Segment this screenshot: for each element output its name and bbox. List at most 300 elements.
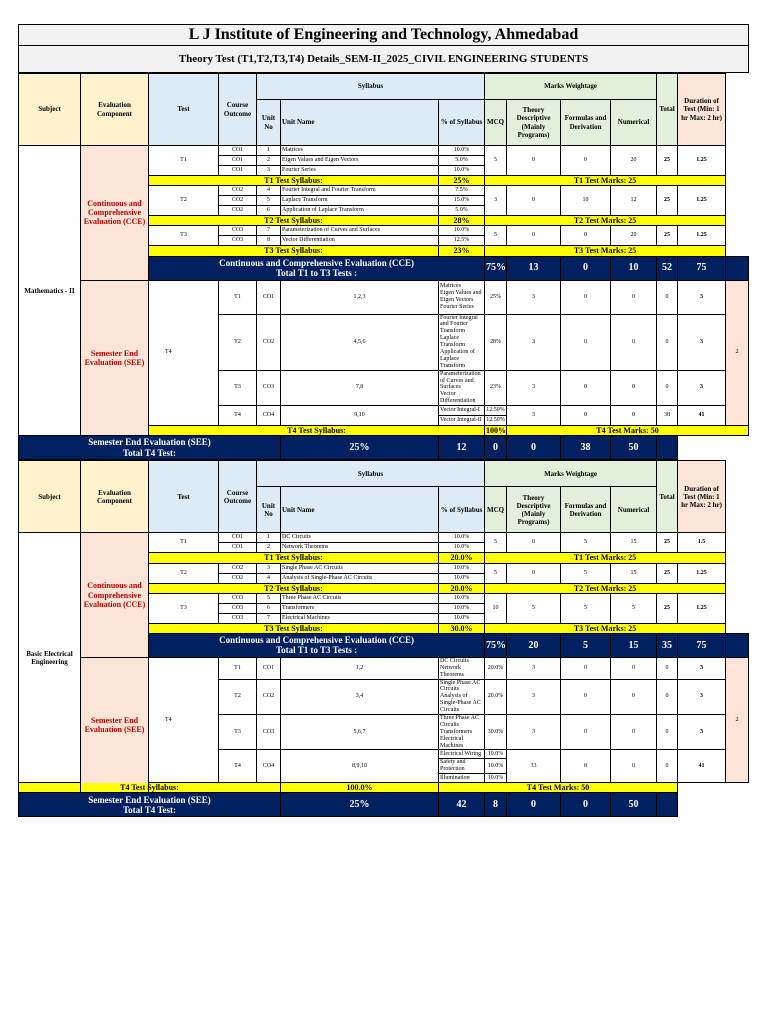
evaluation-total-marks: 50 bbox=[611, 436, 657, 460]
syllabus-percent: 7.5% bbox=[439, 186, 485, 196]
unit-no: 4,5,6 bbox=[281, 314, 439, 370]
numerical-marks: 15 bbox=[611, 563, 657, 583]
duration: 1.25 bbox=[678, 563, 726, 583]
evaluation-total-row bbox=[19, 436, 749, 460]
syllabus-percent: 15.0% bbox=[439, 196, 485, 206]
course-outcome: CO1 bbox=[219, 146, 257, 156]
subject-header: Subject bbox=[19, 461, 81, 533]
numerical-header: Numerical bbox=[611, 487, 657, 533]
theory-marks: 0 bbox=[507, 563, 561, 583]
total-marks: 25 bbox=[657, 533, 678, 553]
numerical-marks: 0 bbox=[657, 715, 678, 750]
mcq-marks: 5 bbox=[485, 563, 507, 583]
unit-name: Laplace Transform bbox=[281, 196, 439, 206]
unit-no: 3,4 bbox=[281, 679, 439, 714]
numerical-header: Numerical bbox=[611, 100, 657, 146]
sub-test-name: T1 bbox=[234, 293, 241, 300]
syllabus-percent: 10.0% bbox=[485, 750, 507, 759]
test-syllabus-percent: 25% bbox=[439, 176, 485, 186]
formulas-marks: 0 bbox=[611, 314, 657, 370]
syllabus-percent: 10.0% bbox=[439, 166, 485, 176]
formulas-marks: 0 bbox=[611, 370, 657, 405]
syllabus-percent: 10.0% bbox=[439, 563, 485, 573]
evaluation-total-marks: 50 bbox=[611, 793, 657, 817]
mcq-marks: 5 bbox=[485, 533, 507, 553]
course-outcome: CO3 bbox=[219, 236, 257, 246]
course-outcome: CO1 bbox=[257, 657, 281, 679]
evaluation-total-numerical: 35 bbox=[657, 633, 678, 657]
theory-marks: 0 bbox=[561, 314, 611, 370]
test-name: T3 bbox=[149, 593, 219, 623]
unit-no: 4 bbox=[257, 573, 281, 583]
course-outcome: CO1 bbox=[219, 156, 257, 166]
unit-name: Fourier Integral and Fourier Transform bbox=[281, 186, 439, 196]
syllabus-percent: 5.0% bbox=[439, 156, 485, 166]
evaluation-total-formulas: 0 bbox=[507, 793, 561, 817]
cce-label: Continuous and Comprehensive Evaluation (CCE) bbox=[81, 146, 149, 281]
sheet bbox=[18, 24, 749, 817]
duration: 1.5 bbox=[678, 533, 726, 553]
numerical-marks: 0 bbox=[657, 370, 678, 405]
unit-name: Fourier Series bbox=[281, 166, 439, 176]
test-marks-label: T4 Test Marks: 50 bbox=[439, 783, 678, 793]
unit-no: 6 bbox=[257, 206, 281, 216]
syllabus-percent: 25% bbox=[485, 280, 507, 314]
total-marks: 41 bbox=[678, 406, 726, 426]
page-title: L J Institute of Engineering and Technology, Ahmedabad bbox=[18, 24, 749, 46]
numerical-marks: 12 bbox=[611, 186, 657, 216]
sub-test-and-co bbox=[219, 370, 257, 405]
test-marks-label: T4 Test Marks: 50 bbox=[507, 426, 749, 436]
duration: 1.25 bbox=[678, 226, 726, 246]
unit-name: Safety and Protection bbox=[439, 759, 485, 774]
evaluation-total-label: Semester End Evaluation (SEE) Total T4 Test: bbox=[19, 793, 281, 817]
duration: 1.25 bbox=[678, 146, 726, 176]
evaluation-total-blank bbox=[726, 256, 749, 280]
unit-no: 5,6,7 bbox=[281, 715, 439, 750]
course-outcome: CO3 bbox=[257, 715, 281, 750]
syllabus-percent: 10.0% bbox=[485, 774, 507, 783]
formulas-marks: 5 bbox=[561, 533, 611, 553]
unit-no: 1,2,3 bbox=[281, 280, 439, 314]
sub-test-name: T3 bbox=[234, 384, 241, 391]
numerical-marks: 0 bbox=[657, 280, 678, 314]
unit-name: Vector Integral-II bbox=[439, 416, 485, 426]
unit-no: 6 bbox=[257, 603, 281, 613]
evaluation-total-theory: 5 bbox=[561, 633, 611, 657]
formulas-marks: 0 bbox=[611, 715, 657, 750]
syllabus-percent: 10.0% bbox=[439, 593, 485, 603]
syllabus-percent: 10.0% bbox=[439, 146, 485, 156]
numerical-marks: 0 bbox=[657, 314, 678, 370]
numerical-marks: 20 bbox=[611, 146, 657, 176]
evaluation-total-percent: 25% bbox=[281, 793, 439, 817]
course-outcome: CO3 bbox=[257, 370, 281, 405]
sub-test-and-co bbox=[219, 679, 257, 714]
total-marks: 3 bbox=[678, 280, 726, 314]
test-syllabus-percent: 20.0% bbox=[439, 553, 485, 563]
evaluation-total-mcq: 12 bbox=[439, 436, 485, 460]
evaluation-total-theory: 8 bbox=[485, 793, 507, 817]
test-marks-label: T3 Test Marks: 25 bbox=[485, 623, 726, 633]
syllabus-percent: 12.50% bbox=[485, 406, 507, 416]
test-marks-label: T1 Test Marks: 25 bbox=[485, 176, 726, 186]
evaluation-component-header: Evaluation Component bbox=[81, 74, 149, 146]
theory-marks: 0 bbox=[507, 186, 561, 216]
course-outcome: CO2 bbox=[219, 206, 257, 216]
formulas-marks: 0 bbox=[611, 406, 657, 426]
theory-marks: 8 bbox=[561, 750, 611, 783]
total-marks: 3 bbox=[678, 657, 726, 679]
mcq-header: MCQ bbox=[485, 100, 507, 146]
evaluation-total-numerical: 0 bbox=[561, 793, 611, 817]
total-header: Total bbox=[657, 74, 678, 146]
numerical-marks: 15 bbox=[611, 533, 657, 553]
syllabus-percent: 10.0% bbox=[439, 226, 485, 236]
course-outcome: CO3 bbox=[219, 226, 257, 236]
page-subtitle: Theory Test (T1,T2,T3,T4) Details_SEM-II_2025_CIVIL ENGINEERING STUDENTS bbox=[18, 46, 749, 73]
test-name: T2 bbox=[149, 563, 219, 583]
syllabus-percent: 10.0% bbox=[439, 543, 485, 553]
formulas-marks: 0 bbox=[611, 280, 657, 314]
evaluation-total-label: Continuous and Comprehensive Evaluation (CCE) Total T1 to T3 Tests : bbox=[149, 633, 485, 657]
theory-marks: 0 bbox=[507, 533, 561, 553]
theory-marks: 0 bbox=[561, 370, 611, 405]
mcq-marks: 10 bbox=[485, 593, 507, 623]
test-name: T1 bbox=[149, 533, 219, 553]
test-syllabus-percent: 100% bbox=[486, 426, 507, 436]
syllabus-percent: 10.0% bbox=[439, 603, 485, 613]
unit-name: Parameterization of Curves and Surfaces bbox=[281, 226, 439, 236]
sub-test-and-co bbox=[219, 314, 257, 370]
formulas-marks: 0 bbox=[611, 750, 657, 783]
evaluation-total-theory: 0 bbox=[561, 256, 611, 280]
unit-no-header: Unit No bbox=[257, 100, 281, 146]
unit-names: Three Phase AC Circuits Transformers Electrical Machines bbox=[439, 715, 485, 750]
course-outcome: CO2 bbox=[257, 314, 281, 370]
evaluation-total-label: Continuous and Comprehensive Evaluation (CCE) Total T1 to T3 Tests : bbox=[149, 256, 485, 280]
tables-container bbox=[18, 73, 749, 817]
syllabus-percent: 10.0% bbox=[439, 533, 485, 543]
mcq-marks: 3 bbox=[507, 370, 561, 405]
unit-no: 1 bbox=[257, 533, 281, 543]
test-header: Test bbox=[149, 74, 219, 146]
sub-test-name: T2 bbox=[234, 693, 241, 700]
evaluation-total-row bbox=[19, 793, 749, 817]
unit-name: Single Phase AC Circuits bbox=[281, 563, 439, 573]
unit-name: Vector Differentiation bbox=[281, 236, 439, 246]
total-marks: 25 bbox=[657, 593, 678, 623]
table-row bbox=[19, 657, 749, 679]
unit-name: Electrical Machines bbox=[281, 613, 439, 623]
unit-name-header: Unit Name bbox=[281, 487, 439, 533]
unit-no: 2 bbox=[257, 543, 281, 553]
mcq-marks: 3 bbox=[507, 715, 561, 750]
formulas-header: Formulas and Derivation bbox=[561, 487, 611, 533]
total-marks: 25 bbox=[657, 186, 678, 216]
subject-name: Basic Electrical Engineering bbox=[19, 533, 81, 783]
test-syllabus-label: T3 Test Syllabus: bbox=[149, 246, 439, 256]
test-syllabus-label: T2 Test Syllabus: bbox=[149, 216, 439, 226]
syllabus-percent: 5.0% bbox=[439, 206, 485, 216]
syllabus-percent: 10.0% bbox=[439, 573, 485, 583]
sub-test-name: T4 bbox=[219, 750, 257, 783]
mathematics-table bbox=[18, 73, 749, 460]
formulas-marks: 5 bbox=[561, 563, 611, 583]
theory-marks: 0 bbox=[561, 657, 611, 679]
numerical-marks: 0 bbox=[657, 679, 678, 714]
unit-no: 4 bbox=[257, 186, 281, 196]
table-row bbox=[19, 146, 749, 156]
course-outcome: CO1 bbox=[219, 543, 257, 553]
evaluation-total-label: Semester End Evaluation (SEE) Total T4 Test: bbox=[19, 436, 281, 460]
unit-name: Matrices bbox=[281, 146, 439, 156]
formulas-marks: 10 bbox=[561, 186, 611, 216]
formulas-header: Formulas and Derivation bbox=[561, 100, 611, 146]
course-outcome: CO2 bbox=[219, 196, 257, 206]
evaluation-total-blank bbox=[726, 633, 749, 657]
formulas-marks: 0 bbox=[561, 226, 611, 246]
syllabus-header: Syllabus bbox=[257, 74, 485, 100]
course-outcome: CO2 bbox=[219, 563, 257, 573]
course-outcome: CO1 bbox=[219, 166, 257, 176]
unit-no: 5 bbox=[257, 593, 281, 603]
test-header: Test bbox=[149, 461, 219, 533]
formulas-marks: 0 bbox=[561, 146, 611, 176]
test-marks-label: T2 Test Marks: 25 bbox=[485, 216, 726, 226]
test-syllabus-label: T3 Test Syllabus: bbox=[149, 623, 439, 633]
unit-no: 3 bbox=[257, 166, 281, 176]
unit-names: Matrices Eigen Values and Eigen Vectors Fourier Series bbox=[439, 280, 485, 314]
mcq-marks: 3 bbox=[507, 406, 561, 426]
course-outcome-header: Course Outcome bbox=[219, 461, 257, 533]
mcq-marks: 3 bbox=[507, 280, 561, 314]
theory-marks: 0 bbox=[561, 679, 611, 714]
t4-test-name: T4 bbox=[149, 280, 219, 426]
test-syllabus-label: T1 Test Syllabus: bbox=[149, 176, 439, 186]
evaluation-total-mcq: 42 bbox=[439, 793, 485, 817]
course-outcome: CO2 bbox=[219, 573, 257, 583]
unit-name: Illumination bbox=[439, 774, 485, 783]
test-marks-label: T2 Test Marks: 25 bbox=[485, 583, 726, 593]
basic-electrical-table bbox=[18, 460, 749, 817]
numerical-marks: 20 bbox=[611, 226, 657, 246]
total-marks: 41 bbox=[678, 750, 726, 783]
syllabus-percent: 12.5% bbox=[439, 236, 485, 246]
total-marks: 3 bbox=[678, 314, 726, 370]
subject-header: Subject bbox=[19, 74, 81, 146]
unit-name: Electrical Wiring bbox=[439, 750, 485, 759]
duration: 1.25 bbox=[678, 186, 726, 216]
mcq-marks: 3 bbox=[485, 186, 507, 216]
unit-names: Fourier Integral and Fourier Transform Laplace Transform Application of Laplace Transform bbox=[439, 314, 485, 370]
evaluation-total-marks: 75 bbox=[678, 633, 726, 657]
theory-marks: 0 bbox=[507, 146, 561, 176]
course-outcome: CO2 bbox=[219, 186, 257, 196]
evaluation-total-mcq: 13 bbox=[507, 256, 561, 280]
course-outcome-header: Course Outcome bbox=[219, 74, 257, 146]
numerical-marks: 5 bbox=[611, 593, 657, 623]
unit-no: 1 bbox=[257, 146, 281, 156]
test-syllabus-label: T1 Test Syllabus: bbox=[149, 553, 439, 563]
course-outcome: CO3 bbox=[219, 613, 257, 623]
sub-test-and-co bbox=[219, 280, 257, 314]
test-syllabus-label: T4 Test Syllabus: bbox=[19, 783, 281, 793]
course-outcome: CO4 bbox=[257, 406, 281, 426]
test-name: T3 bbox=[149, 226, 219, 246]
test-syllabus-percent: 100.0% bbox=[281, 783, 439, 793]
evaluation-total-numerical: 52 bbox=[657, 256, 678, 280]
test-syllabus-label: T4 Test Syllabus: bbox=[149, 426, 485, 436]
total-marks: 25 bbox=[657, 146, 678, 176]
subject-name: Mathematics - II bbox=[19, 146, 81, 436]
unit-no: 2 bbox=[257, 156, 281, 166]
theory-marks: 0 bbox=[561, 406, 611, 426]
evaluation-total-mcq: 20 bbox=[507, 633, 561, 657]
total-marks: 3 bbox=[678, 679, 726, 714]
unit-no: 5 bbox=[257, 196, 281, 206]
test-marks-label: T3 Test Marks: 25 bbox=[485, 246, 726, 256]
mcq-marks: 5 bbox=[485, 146, 507, 176]
unit-name: Eigen Values and Eigen Vectors bbox=[281, 156, 439, 166]
mcq-marks: 5 bbox=[485, 226, 507, 246]
test-syllabus-percent: 28% bbox=[439, 216, 485, 226]
course-outcome: CO3 bbox=[219, 603, 257, 613]
evaluation-total-formulas: 0 bbox=[507, 436, 561, 460]
table-row bbox=[19, 280, 749, 314]
unit-name: Network Theorems bbox=[281, 543, 439, 553]
unit-name: Application of Laplace Transform bbox=[281, 206, 439, 216]
unit-name-header: Unit Name bbox=[281, 100, 439, 146]
sub-test-and-co bbox=[219, 657, 257, 679]
numerical-marks: 38 bbox=[657, 406, 678, 426]
syllabus-percent: 10.0% bbox=[439, 613, 485, 623]
theory-marks: 5 bbox=[507, 593, 561, 623]
unit-no: 1,2 bbox=[281, 657, 439, 679]
course-outcome: CO4 bbox=[257, 750, 281, 783]
unit-no: 7,8 bbox=[281, 370, 439, 405]
see-label: Semester End Evaluation (SEE) bbox=[81, 280, 149, 436]
numerical-marks: 0 bbox=[657, 657, 678, 679]
mcq-marks: 3 bbox=[507, 314, 561, 370]
unit-name: Vector Integral-I bbox=[439, 406, 485, 416]
course-outcome: CO1 bbox=[219, 533, 257, 543]
unit-names: Parameterization of Curves and Surfaces Vector Differentiation bbox=[439, 370, 485, 405]
test-syllabus-percent: 23% bbox=[439, 246, 485, 256]
course-outcome: CO1 bbox=[257, 280, 281, 314]
test-syllabus-row bbox=[19, 783, 749, 793]
syllabus-percent: 23% bbox=[485, 370, 507, 405]
evaluation-total-percent: 25% bbox=[281, 436, 439, 460]
syllabus-header: Syllabus bbox=[257, 461, 485, 487]
syllabus-percent: 12.50% bbox=[485, 416, 507, 426]
total-marks: 3 bbox=[678, 370, 726, 405]
test-name: T1 bbox=[149, 146, 219, 176]
duration: 1.25 bbox=[678, 593, 726, 623]
sub-test-name: T2 bbox=[234, 338, 241, 345]
theory-header: Theory Descriptive (Mainly Programs) bbox=[507, 487, 561, 533]
course-outcome: CO2 bbox=[257, 679, 281, 714]
unit-no: 8 bbox=[257, 236, 281, 246]
theory-marks: 0 bbox=[561, 715, 611, 750]
unit-name: Transformers bbox=[281, 603, 439, 613]
formulas-marks: 0 bbox=[611, 657, 657, 679]
unit-no: 8,9,10 bbox=[281, 750, 439, 783]
duration-header: Duration of Test (Min: 1 hr Max: 2 hr) bbox=[678, 461, 726, 533]
evaluation-total-blank bbox=[657, 793, 678, 817]
duration-header: Duration of Test (Min: 1 hr Max: 2 hr) bbox=[678, 74, 726, 146]
unit-no: 3 bbox=[257, 563, 281, 573]
t4-duration: 2 bbox=[726, 280, 749, 426]
see-label: Semester End Evaluation (SEE) bbox=[81, 657, 149, 793]
table-row bbox=[19, 533, 749, 543]
sub-test-name: T4 bbox=[219, 406, 257, 426]
syllabus-percent: 10.0% bbox=[485, 759, 507, 774]
unit-no: 9,10 bbox=[281, 406, 439, 426]
sub-test-and-co bbox=[219, 715, 257, 750]
mcq-marks: 3 bbox=[507, 657, 561, 679]
formulas-marks: 5 bbox=[561, 593, 611, 623]
evaluation-total-percent: 75% bbox=[485, 256, 507, 280]
unit-no: 7 bbox=[257, 613, 281, 623]
total-marks: 25 bbox=[657, 563, 678, 583]
evaluation-total-percent: 75% bbox=[485, 633, 507, 657]
sub-test-name: T1 bbox=[234, 664, 241, 671]
evaluation-total-formulas: 15 bbox=[611, 633, 657, 657]
theory-marks: 0 bbox=[561, 280, 611, 314]
percent-syllabus-header: % of Syllabus bbox=[439, 487, 485, 533]
numerical-marks: 0 bbox=[657, 750, 678, 783]
test-marks-label: T1 Test Marks: 25 bbox=[485, 553, 726, 563]
evaluation-total-formulas: 10 bbox=[611, 256, 657, 280]
unit-no: 7 bbox=[257, 226, 281, 236]
test-syllabus-percent: 20.0% bbox=[439, 583, 485, 593]
evaluation-component-header: Evaluation Component bbox=[81, 461, 149, 533]
marks-weightage-header: Marks Weightage bbox=[485, 461, 657, 487]
sub-test-name: T3 bbox=[234, 728, 241, 735]
evaluation-total-marks: 75 bbox=[678, 256, 726, 280]
test-syllabus-label: T2 Test Syllabus: bbox=[149, 583, 439, 593]
total-header: Total bbox=[657, 461, 678, 533]
theory-header: Theory Descriptive (Mainly Programs) bbox=[507, 100, 561, 146]
unit-name: Analysis of Single-Phase AC Circuits bbox=[281, 573, 439, 583]
unit-no-header: Unit No bbox=[257, 487, 281, 533]
marks-weightage-header: Marks Weightage bbox=[485, 74, 657, 100]
t4-test-name: T4 bbox=[149, 657, 219, 782]
test-name: T2 bbox=[149, 186, 219, 216]
percent-syllabus-header: % of Syllabus bbox=[439, 100, 485, 146]
cce-label: Continuous and Comprehensive Evaluation (CCE) bbox=[81, 533, 149, 658]
formulas-marks: 0 bbox=[611, 679, 657, 714]
unit-name: DC Circuits bbox=[281, 533, 439, 543]
syllabus-percent: 20.0% bbox=[485, 679, 507, 714]
unit-names: Single Phase AC Circuits Analysis of Single-Phase AC Circuits bbox=[439, 679, 485, 714]
unit-name: Three Phase AC Circuits bbox=[281, 593, 439, 603]
mcq-header: MCQ bbox=[485, 487, 507, 533]
mcq-marks: 3 bbox=[507, 679, 561, 714]
mcq-marks: 33 bbox=[507, 750, 561, 783]
evaluation-total-theory: 0 bbox=[485, 436, 507, 460]
t4-duration: 2 bbox=[726, 657, 749, 782]
unit-names: DC Circuits Network Theorems bbox=[439, 657, 485, 679]
theory-marks: 0 bbox=[507, 226, 561, 246]
evaluation-total-blank bbox=[657, 436, 678, 460]
evaluation-total-numerical: 38 bbox=[561, 436, 611, 460]
total-marks: 3 bbox=[678, 715, 726, 750]
course-outcome: CO3 bbox=[219, 593, 257, 603]
syllabus-percent: 28% bbox=[485, 314, 507, 370]
test-syllabus-percent: 30.0% bbox=[439, 623, 485, 633]
